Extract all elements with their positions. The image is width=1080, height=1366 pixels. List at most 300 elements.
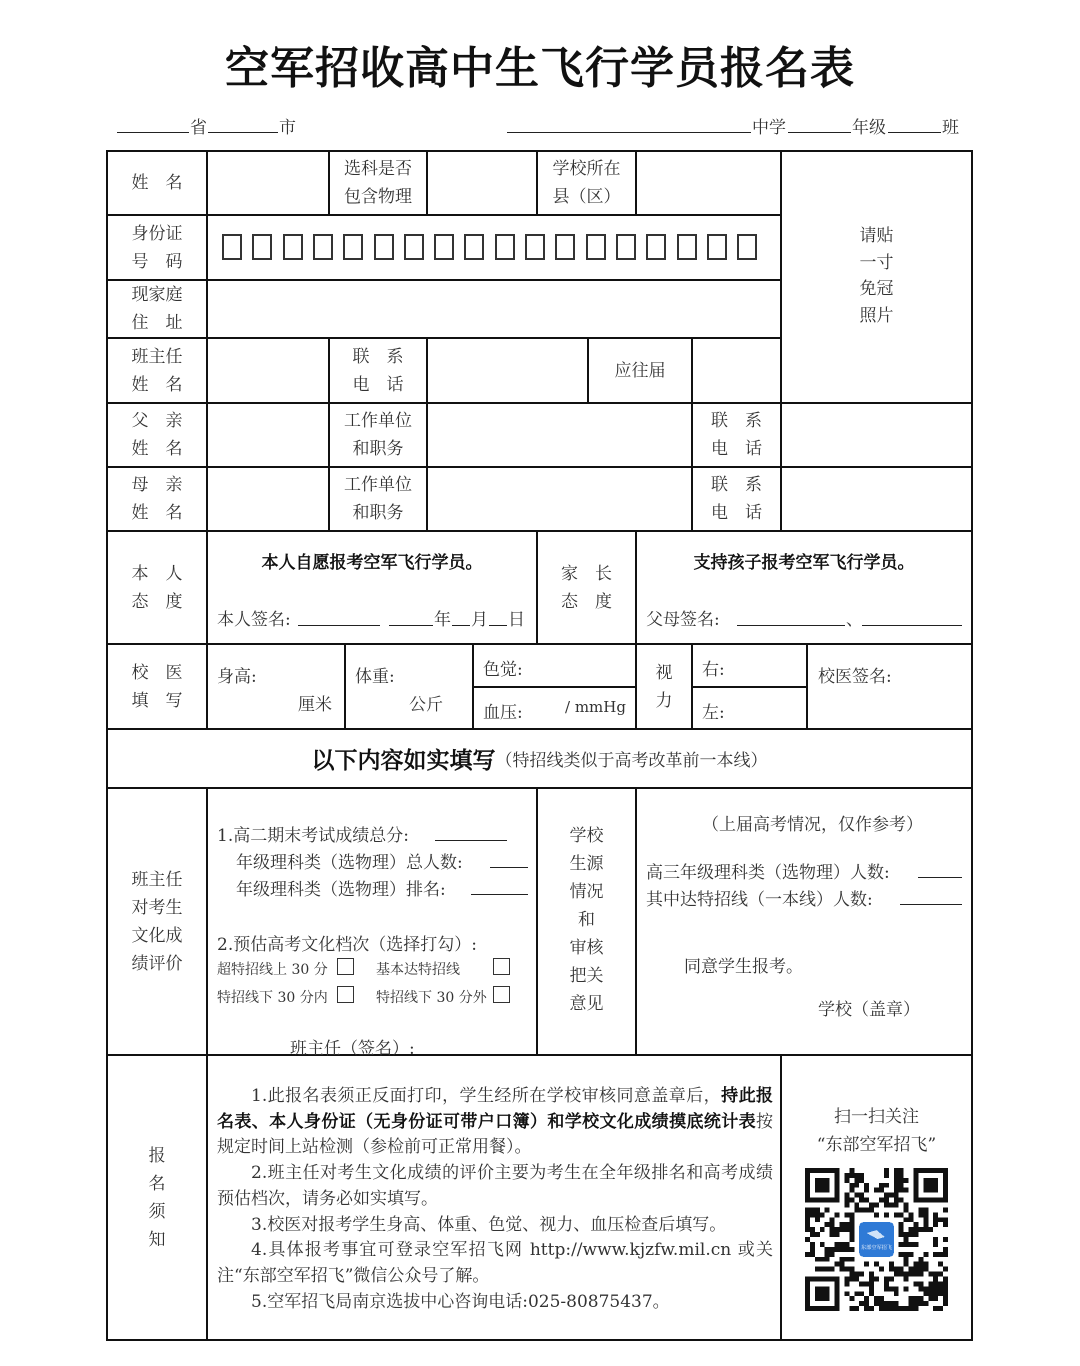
qr-module [859,1178,864,1183]
photo-text: 请贴 [859,226,894,246]
self-attitude-line2: 态 度 [131,591,183,612]
province-blank[interactable] [117,132,189,133]
father-name-input[interactable] [208,404,328,466]
qr-module [820,1212,825,1217]
qr-module [904,1257,909,1262]
physics-input[interactable] [428,152,536,214]
qr-module [894,1178,899,1183]
qr-module [830,1267,835,1272]
parent-attitude-line2: 态 度 [561,591,612,612]
id-label-line2: 号 码 [131,251,183,272]
qr-module [849,1168,854,1173]
qr-module [904,1262,909,1267]
qr-module [864,1262,869,1267]
qr-module [825,1222,830,1227]
qr-module [859,1272,864,1277]
id-digit-box[interactable] [404,234,424,260]
notice-item5: 5.空军招飞局南京选拔中心咨询电话:025-80875437。 [251,1291,670,1312]
qr-module [879,1188,884,1193]
id-digit-box[interactable] [586,234,606,260]
mother-phone-input[interactable] [782,468,971,530]
qr-module [820,1257,825,1262]
school-review-line: 审核 [569,938,604,958]
self-statement: 本人自愿报考空军飞行学员。 [261,553,483,573]
qr-module [825,1207,830,1212]
section-banner-main: 以下内容如实填写 [311,748,496,774]
qr-module [889,1262,894,1267]
vision-left-label: 左: [702,703,725,723]
qr-module [933,1296,938,1301]
qr-module [889,1286,894,1291]
qr-module [904,1217,909,1222]
school-blank[interactable] [507,132,751,133]
city-label: 市 [279,118,296,138]
qr-module [943,1281,948,1286]
qr-module [884,1168,889,1173]
school-label: 中学 [752,118,786,138]
qr-module [874,1203,879,1208]
grid-line [971,150,973,1341]
qr-module [854,1183,859,1188]
parent-sign-blank-1[interactable] [737,625,845,626]
address-input[interactable] [208,281,780,337]
qr-module [884,1281,889,1286]
name-input[interactable] [208,152,328,214]
qr-module [854,1207,859,1212]
medical-label [108,645,206,728]
qr-module [913,1281,918,1286]
qr-module [830,1252,835,1257]
qr-module [849,1296,854,1301]
qr-module [904,1178,909,1183]
notice-item4: 4.具体报考事宜可登录空军招飞网 http://www.kjzfw.mil.cn 或关注“东部空军招飞”微信公众号了解。 [217,1240,773,1286]
notice-label-line: 须 [148,1201,166,1222]
qr-module [864,1301,869,1306]
teacher-phone-line2: 电 话 [352,374,404,395]
qr-module [928,1286,933,1291]
city-blank[interactable] [208,132,278,133]
qr-module [864,1198,869,1203]
parent-sign-separator: 、 [846,610,863,630]
qr-module [835,1262,840,1267]
qr-module [894,1183,899,1188]
mother-name-label [108,468,206,530]
qr-module [849,1227,854,1232]
qr-module [904,1252,909,1257]
qr-module [909,1296,914,1301]
qr-module [884,1193,889,1198]
school-review-label [538,820,635,1020]
evaluation-label-line: 绩评价 [131,953,183,974]
self-attitude-label [108,532,206,643]
year-label: 年 [434,610,451,630]
qr-module [913,1296,918,1301]
qr-module [879,1267,884,1272]
school-review-count-blank[interactable] [918,877,962,878]
qr-module [864,1306,869,1311]
option-checkbox[interactable] [337,958,354,975]
qr-module [864,1281,869,1286]
id-digit-box[interactable] [313,234,333,260]
qr-finder [815,1178,830,1193]
teacher-sign-label: 班主任（签名）: [290,1039,415,1059]
qr-module [889,1267,894,1272]
qr-module [918,1281,923,1286]
eval-item2: 2.预估高考文化档次（选择打勾）: [217,935,477,955]
qr-module [904,1306,909,1311]
self-attitude-line1: 本 人 [131,563,183,584]
qr-module [849,1217,854,1222]
qr-module [923,1267,928,1272]
eval-total-score-blank[interactable] [435,840,507,841]
qr-module [884,1301,889,1306]
id-digit-box[interactable] [283,234,303,260]
option-label: 超特招线上 30 分 [217,962,328,978]
qr-module [899,1173,904,1178]
qr-module [894,1272,899,1277]
qr-module [913,1262,918,1267]
qr-module [849,1232,854,1237]
teacher-phone-input[interactable] [428,339,587,402]
evaluation-label-line: 班主任 [131,869,183,890]
qr-module [844,1193,849,1198]
day-blank[interactable] [489,625,507,626]
notice-label-line: 名 [148,1173,166,1194]
parent-attitude-label [538,532,635,643]
address-label-line1: 现家庭 [131,285,183,305]
id-digit-box[interactable] [555,234,575,260]
qr-module [894,1193,899,1198]
qr-module [889,1203,894,1208]
mother-phone-line1: 联 系 [711,475,762,495]
address-label [108,281,206,337]
qr-module [815,1267,820,1272]
qr-module [928,1272,933,1277]
month-blank[interactable] [452,625,470,626]
qr-module [815,1212,820,1217]
grid-line [107,643,973,645]
qr-module [844,1257,849,1262]
qr-module [844,1242,849,1247]
qr-module [918,1301,923,1306]
county-label-line2: 县（区） [552,187,621,207]
id-digit-box[interactable] [222,234,242,260]
grid-line [107,214,782,216]
qr-module [918,1286,923,1291]
qr-module [820,1227,825,1232]
qr-module [844,1222,849,1227]
qr-finder [815,1286,830,1301]
blood-pressure-unit: / mmHg [565,698,626,716]
qr-module [899,1227,904,1232]
qr-module [859,1291,864,1296]
qr-module [859,1198,864,1203]
qr-module [928,1281,933,1286]
qr-module [904,1276,909,1281]
id-digit-box[interactable] [646,234,666,260]
id-digit-box[interactable] [616,234,636,260]
qr-module [943,1301,948,1306]
notice-label-line: 知 [148,1229,166,1250]
qr-module [820,1267,825,1272]
qr-module [933,1291,938,1296]
qr-module [805,1227,810,1232]
qr-module [894,1286,899,1291]
id-digit-box[interactable] [525,234,545,260]
option-label: 特招线下 30 分外 [376,990,487,1006]
qr-module [854,1203,859,1208]
county-input[interactable] [637,152,780,214]
qr-module [849,1198,854,1203]
self-sign-label: 本人签名: [217,610,291,630]
qr-module [879,1296,884,1301]
id-digit-box[interactable] [737,234,757,260]
qr-module [869,1281,874,1286]
name-label: 姓 名 [131,173,183,193]
qr-module [830,1247,835,1252]
qr-caption-line1: 扫一扫关注 [834,1107,919,1127]
qr-module [909,1301,914,1306]
qr-module [918,1257,923,1262]
qr-module [805,1212,810,1217]
qr-module [849,1306,854,1311]
qr-module [810,1207,815,1212]
qr-module [879,1301,884,1306]
photo-placeholder[interactable] [782,220,971,332]
qr-module [913,1222,918,1227]
parent-statement: 支持孩子报考空军飞行学员。 [693,553,915,573]
qr-module [849,1267,854,1272]
qr-module [928,1296,933,1301]
year-blank[interactable] [389,625,433,626]
qr-module [933,1306,938,1311]
mother-name-input[interactable] [208,468,328,530]
physics-label [330,152,426,214]
qr-module [835,1227,840,1232]
county-label-line1: 学校所在 [552,159,621,179]
teacher-name-label [108,339,206,402]
parent-sign-blank-2[interactable] [862,625,962,626]
qr-module [849,1257,854,1262]
qr-module [933,1276,938,1281]
qr-module [923,1227,928,1232]
qr-module [859,1207,864,1212]
mother-work-line2: 和职务 [352,503,404,523]
qr-module [943,1237,948,1242]
qr-module [854,1306,859,1311]
qr-module [938,1262,943,1267]
qr-finder [923,1178,938,1193]
day-label: 日 [508,610,525,630]
qr-module [938,1217,943,1222]
section-banner [108,730,971,787]
option-checkbox[interactable] [493,986,510,1003]
qr-module [918,1227,923,1232]
qr-module [923,1252,928,1257]
father-name-label [108,404,206,466]
qr-module [879,1183,884,1188]
qr-caption-line2: “东部空军招飞” [816,1135,937,1155]
qr-module [913,1301,918,1306]
qr-module [844,1178,849,1183]
parent-attitude-line1: 家 长 [561,563,612,584]
photo-text: 照片 [859,305,894,326]
qr-module [933,1212,938,1217]
qr-module [869,1272,874,1277]
id-digit-box[interactable] [464,234,484,260]
father-work-line2: 和职务 [352,439,404,459]
school-review-line1: 高三年级理科类（选物理）人数: [646,863,890,883]
qr-module [928,1227,933,1232]
qr-code[interactable] [805,1168,948,1311]
qr-module [810,1227,815,1232]
school-review-line: 和 [578,910,595,930]
id-digit-box[interactable] [434,234,454,260]
id-digit-box[interactable] [677,234,697,260]
father-work-input[interactable] [428,404,691,466]
vision-label-line2: 力 [655,690,673,711]
qr-module [923,1207,928,1212]
father-work-line1: 工作单位 [344,411,412,431]
qr-module [899,1183,904,1188]
qr-module [830,1222,835,1227]
qr-module [933,1272,938,1277]
mother-work-line1: 工作单位 [344,475,412,495]
qr-module [825,1247,830,1252]
father-phone-input[interactable] [782,404,971,466]
qr-module [854,1272,859,1277]
qr-module [899,1267,904,1272]
qr-module [849,1237,854,1242]
qr-module [810,1242,815,1247]
qr-module [844,1267,849,1272]
qr-module [943,1291,948,1296]
qr-module [810,1212,815,1217]
school-agree-text: 同意学生报考。 [684,957,803,977]
vision-label-line1: 视 [655,662,673,683]
county-label [538,152,635,214]
mother-phone-label [693,468,780,530]
qr-module [840,1262,845,1267]
notice-item2: 2.班主任对考生文化成绩的评价主要为考生在全年级排名和高考成绩预估档次，请务必如实填写。 [217,1163,773,1209]
qr-module [909,1232,914,1237]
qr-module [854,1173,859,1178]
graduate-input[interactable] [693,339,780,402]
qr-module [820,1242,825,1247]
qr-module [844,1198,849,1203]
id-digit-box[interactable] [343,234,363,260]
section-banner-note: （特招线类似于高考改革前一本线） [495,751,768,771]
father-label-line2: 姓 名 [131,439,183,459]
qr-module [909,1306,914,1311]
qr-module [894,1301,899,1306]
qr-module [923,1212,928,1217]
eval-item1: 1.高二期末考试成绩总分: [217,826,409,846]
qr-module [869,1276,874,1281]
school-review-line: 生源 [569,854,604,874]
photo-text: 免冠 [859,279,894,299]
id-digit-box[interactable] [707,234,727,260]
school-review-line: 意见 [569,994,604,1014]
grade-blank[interactable] [788,132,851,133]
evaluation-label-line: 文化成 [131,925,183,946]
qr-module [810,1232,815,1237]
qr-module [899,1232,904,1237]
qr-module [805,1222,810,1227]
qr-module [815,1257,820,1262]
option-checkbox[interactable] [493,958,510,975]
teacher-name-input[interactable] [208,339,328,402]
qr-module [918,1272,923,1277]
qr-module [938,1286,943,1291]
qr-module [894,1173,899,1178]
school-review-line: 学校 [569,826,604,846]
qr-module [923,1291,928,1296]
self-sign-blank[interactable] [298,625,380,626]
eval-total-count-blank[interactable] [490,867,528,868]
qr-module [894,1306,899,1311]
qr-module [815,1217,820,1222]
grid-line [780,1054,782,1340]
qr-module [805,1237,810,1242]
eval-rank-blank[interactable] [471,894,528,895]
class-blank[interactable] [888,132,941,133]
qr-module [840,1222,845,1227]
qr-module [844,1173,849,1178]
id-digit-box[interactable] [495,234,515,260]
eval-item1-rank: 年级理科类（选物理）排名: [236,880,446,900]
qr-module [933,1217,938,1222]
mother-label-line1: 母 亲 [131,475,183,495]
qr-module [859,1173,864,1178]
teacher-label-line2: 姓 名 [131,374,183,395]
qr-module [830,1217,835,1222]
qr-module [869,1306,874,1311]
father-work-label [330,404,426,466]
notice-item1-b: 按规定时间上站检测（参检前可正常用餐）。 [217,1111,773,1158]
qr-module [913,1242,918,1247]
qr-module [884,1173,889,1178]
grid-line [107,787,973,789]
qr-module [938,1281,943,1286]
notice-item3: 3.校医对报考学生身高、体重、色觉、视力、血压检查后填写。 [251,1214,727,1235]
qr-module [899,1222,904,1227]
option-label: 基本达特招线 [376,962,460,978]
qr-module [918,1207,923,1212]
option-checkbox[interactable] [337,986,354,1003]
qr-module [889,1301,894,1306]
teacher-label-line1: 班主任 [131,346,183,367]
qr-module [904,1203,909,1208]
qr-module [840,1267,845,1272]
option-label: 特招线下 30 分内 [217,990,328,1006]
qr-module [835,1212,840,1217]
class-label: 班 [942,118,959,138]
qr-module [844,1212,849,1217]
qr-module [889,1193,894,1198]
medical-label-line2: 填 写 [131,690,183,711]
school-review-qualified-blank[interactable] [900,904,962,905]
qr-module [894,1188,899,1193]
vision-right-label: 右: [702,660,725,680]
notice-text [217,1084,773,1315]
qr-module [899,1178,904,1183]
vision-label [637,645,691,728]
qr-module [913,1267,918,1272]
id-digit-box[interactable] [252,234,272,260]
id-digit-box[interactable] [374,234,394,260]
mother-work-input[interactable] [428,468,691,530]
